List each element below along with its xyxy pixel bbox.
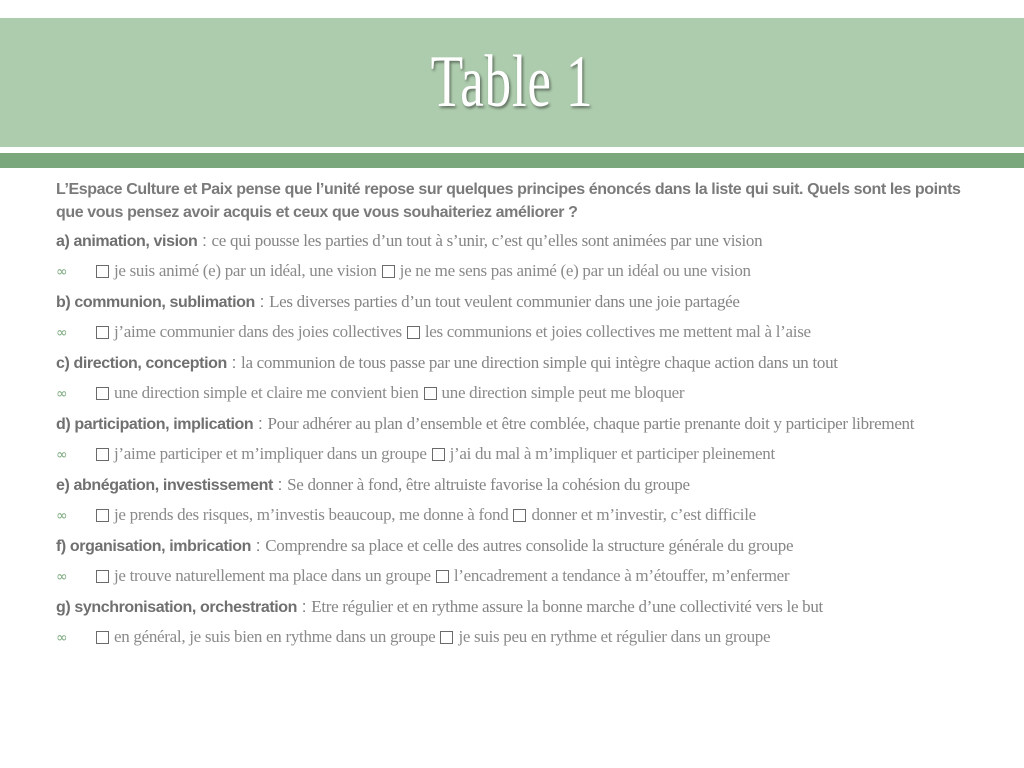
option-2-label: une direction simple peut me bloquer — [441, 383, 685, 402]
infinity-bullet-icon: ∞ — [56, 325, 68, 341]
option-row — [56, 561, 986, 592]
option-1-label: je trouve naturellement ma place dans un groupe — [114, 566, 431, 585]
infinity-bullet-icon: ∞ — [56, 569, 68, 585]
option-1-label: je suis animé (e) par un idéal, une vision — [114, 261, 377, 280]
checkbox-option-2[interactable] — [407, 326, 420, 339]
principle-separator: : — [253, 414, 268, 433]
principle-heading — [56, 531, 986, 561]
option-row — [56, 378, 986, 409]
principle-separator: : — [272, 475, 288, 494]
checkbox-option-1[interactable] — [96, 570, 109, 583]
option-1-label: j’aime communier dans des joies collectives — [114, 322, 402, 341]
option-row — [56, 317, 986, 348]
option-2-label: l’encadrement a tendance à m’étouffer, m’enfermer — [453, 566, 790, 585]
principle-description: Les diverses parties d’un tout veulent communier dans une joie partagée — [269, 292, 740, 311]
checkbox-option-1[interactable] — [96, 265, 109, 278]
principle-description: Etre régulier et en rythme assure la bonne marche d’une collectivité vers le but — [311, 597, 823, 616]
principles-list — [56, 226, 986, 653]
top-margin — [0, 0, 1024, 18]
checkbox-option-2[interactable] — [432, 448, 445, 461]
option-2-label: donner et m’investir, c’est difficile — [531, 505, 756, 524]
principle-heading — [56, 470, 986, 500]
principle-description: Se donner à fond, être altruiste favorise la cohésion du groupe — [287, 475, 690, 494]
infinity-bullet-icon: ∞ — [56, 508, 68, 524]
checkbox-option-1[interactable] — [96, 448, 109, 461]
checkbox-option-2[interactable] — [382, 265, 395, 278]
principle-name: c) direction, conception — [56, 355, 227, 372]
principle-separator: : — [226, 353, 242, 372]
option-2-label: les communions et joies collectives me mettent mal à l’aise — [424, 322, 811, 341]
option-1-label: je prends des risques, m’investis beaucoup, me donne à fond — [114, 505, 509, 524]
infinity-bullet-icon: ∞ — [56, 447, 68, 463]
principle-heading — [56, 226, 986, 256]
principle-name: a) animation, vision — [56, 233, 198, 250]
option-row — [56, 439, 986, 470]
checkbox-option-2[interactable] — [424, 387, 437, 400]
principle-name: b) communion, sublimation — [56, 294, 255, 311]
principle-name: e) abnégation, investissement — [56, 477, 273, 494]
checkbox-option-1[interactable] — [96, 326, 109, 339]
checkbox-option-1[interactable] — [96, 509, 109, 522]
option-1-label: en général, je suis bien en rythme dans un groupe — [114, 627, 436, 646]
infinity-bullet-icon: ∞ — [56, 630, 68, 646]
principle-description: ce qui pousse les parties d’un tout à s’unir, c’est qu’elles sont animées par une vision — [211, 231, 763, 250]
checkbox-option-2[interactable] — [513, 509, 526, 522]
infinity-bullet-icon: ∞ — [56, 386, 68, 402]
option-2-label: je ne me sens pas animé (e) par un idéal ou une vision — [399, 261, 751, 280]
principle-name: g) synchronisation, orchestration — [56, 599, 298, 616]
principle-heading — [56, 287, 986, 317]
checkbox-option-2[interactable] — [436, 570, 449, 583]
principle-heading — [56, 592, 986, 622]
principle-separator: : — [297, 597, 312, 616]
principle-heading — [56, 348, 986, 378]
title-divider — [0, 153, 1024, 168]
intro-paragraph: L’Espace Culture et Paix pense que l’unité repose sur quelques principes énoncés dans la liste qui suit. Quels sont les points que vous pensez avoir acquis et ceux que vous souhaiteriez améliorer ? — [56, 181, 961, 221]
checkbox-option-1[interactable] — [96, 631, 109, 644]
principle-name: f) organisation, imbrication — [56, 538, 252, 555]
principle-description: Pour adhérer au plan d’ensemble et être comblée, chaque partie prenante doit y participer librement — [267, 414, 915, 433]
principle-name: d) participation, implication — [56, 416, 254, 433]
page-title: Table 1 — [430, 41, 594, 123]
option-2-label: j’ai du mal à m’impliquer et participer pleinement — [449, 444, 775, 463]
slide-content — [0, 168, 1024, 653]
infinity-bullet-icon: ∞ — [56, 264, 68, 280]
option-row — [56, 256, 986, 287]
principle-separator: : — [251, 536, 266, 555]
option-1-label: j’aime participer et m’impliquer dans un groupe — [114, 444, 427, 463]
principle-description: la communion de tous passe par une direction simple qui intègre chaque action dans un tout — [241, 353, 838, 372]
option-2-label: je suis peu en rythme et régulier dans un groupe — [458, 627, 771, 646]
principle-heading — [56, 409, 986, 439]
principle-separator: : — [254, 292, 270, 311]
option-1-label: une direction simple et claire me convient bien — [114, 383, 419, 402]
checkbox-option-1[interactable] — [96, 387, 109, 400]
option-row — [56, 622, 986, 653]
principle-separator: : — [197, 231, 212, 250]
option-row — [56, 500, 986, 531]
checkbox-option-2[interactable] — [440, 631, 453, 644]
principle-description: Comprendre sa place et celle des autres consolide la structure générale du groupe — [265, 536, 794, 555]
title-band — [0, 18, 1024, 147]
